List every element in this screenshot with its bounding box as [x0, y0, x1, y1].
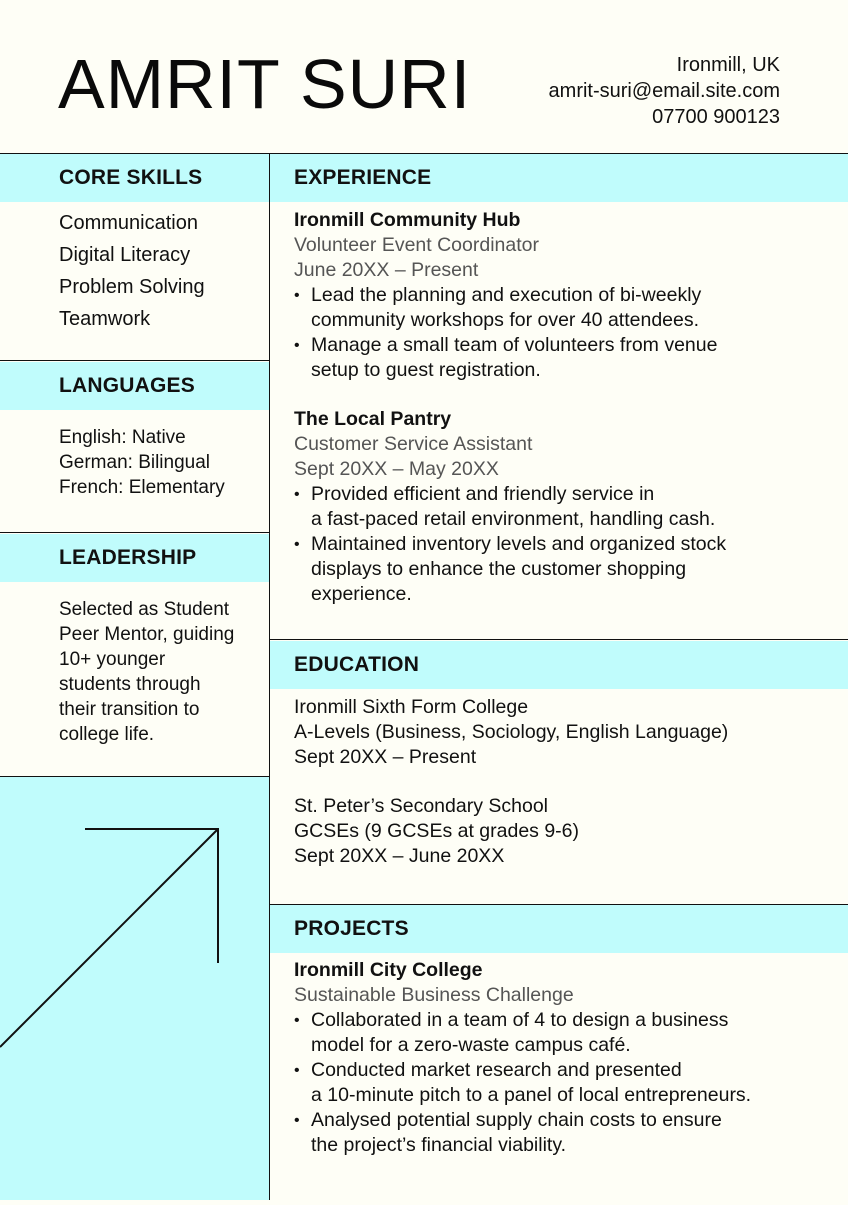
bullet-line: • Conducted market research and presented [311, 1059, 682, 1081]
bullet-item [294, 1108, 814, 1158]
leadership-line: their transition to [59, 699, 200, 720]
job-bullets [294, 482, 814, 607]
bullet-line: displays to enhance the customer shopping [311, 558, 687, 580]
resume-header [0, 0, 848, 154]
languages-heading: LANGUAGES [0, 362, 269, 410]
job-organization: Ironmill Community Hub [294, 209, 521, 231]
bullet-line: • Lead the planning and execution of bi-weekly [311, 284, 702, 306]
projects-heading: PROJECTS [270, 905, 848, 953]
bullet-line: community workshops for over 40 attendees. [311, 309, 700, 331]
education-entry [294, 794, 814, 869]
education-heading: EDUCATION [270, 641, 848, 689]
leadership-line: Selected as Student [59, 599, 230, 620]
skill-item: Problem Solving [59, 276, 205, 298]
languages-divider [0, 532, 269, 533]
experience-divider [269, 639, 848, 640]
bullet-line: setup to guest registration. [311, 359, 541, 381]
bullet-line: model for a zero-waste campus café. [311, 1034, 631, 1056]
leadership-heading: LEADERSHIP [0, 534, 269, 582]
bullet-line: • Analysed potential supply chain costs to ensure [311, 1109, 722, 1131]
education-entry [294, 695, 814, 770]
experience-entry [294, 407, 814, 607]
core-skills-list [59, 207, 205, 335]
school-name: Ironmill Sixth Form College [294, 696, 529, 718]
decorative-panel [0, 777, 269, 1200]
leadership-line: college life. [59, 724, 155, 745]
leadership-line: 10+ younger [59, 649, 166, 670]
languages-list [59, 425, 225, 500]
bullet-line: • Collaborated in a team of 4 to design a business [311, 1009, 729, 1031]
bullet-line: a 10-minute pitch to a panel of local entrepreneurs. [311, 1084, 752, 1106]
school-dates: Sept 20XX – June 20XX [294, 845, 505, 867]
experience-entry [294, 208, 814, 383]
leadership-line: Peer Mentor, guiding [59, 624, 235, 645]
bullet-line: the project’s financial viability. [311, 1134, 567, 1156]
school-detail: A-Levels (Business, Sociology, English Language) [294, 721, 729, 743]
bullet-line: experience. [311, 583, 412, 605]
bullet-item [294, 1058, 814, 1108]
leadership-text [59, 597, 234, 747]
skill-item: Teamwork [59, 308, 151, 330]
bullet-item [294, 283, 814, 333]
core-skills-heading: CORE SKILLS [0, 154, 269, 202]
school-name: St. Peter’s Secondary School [294, 795, 549, 817]
contact-block [549, 52, 780, 130]
candidate-name: AMRIT SURI [58, 45, 472, 123]
bullet-item [294, 1008, 814, 1058]
contact-email[interactable]: amrit-suri@email.site.com [548, 80, 780, 102]
school-dates: Sept 20XX – Present [294, 746, 477, 768]
job-dates: Sept 20XX – May 20XX [294, 458, 499, 480]
school-detail: GCSEs (9 GCSEs at grades 9-6) [294, 820, 580, 842]
bullet-item [294, 333, 814, 383]
job-role: Volunteer Event Coordinator [294, 234, 539, 256]
bullet-line: a fast-paced retail environment, handling cash. [311, 508, 716, 530]
skill-item: Digital Literacy [59, 244, 191, 266]
bullet-item [294, 532, 814, 607]
language-item: German: Bilingual [59, 452, 211, 473]
arrow-up-right-icon [0, 777, 269, 1200]
language-item: English: Native [59, 427, 186, 448]
skills-divider [0, 360, 269, 361]
job-bullets [294, 283, 814, 383]
project-entry [294, 958, 814, 1158]
bullet-line: • Provided efficient and friendly service in [311, 483, 655, 505]
bullet-item [294, 482, 814, 532]
job-dates: June 20XX – Present [294, 259, 479, 281]
experience-heading: EXPERIENCE [270, 154, 848, 202]
project-organization: Ironmill City College [294, 959, 483, 981]
bullet-line: • Manage a small team of volunteers from venue [311, 334, 718, 356]
project-bullets [294, 1008, 814, 1158]
language-item: French: Elementary [59, 477, 225, 498]
leadership-line: students through [59, 674, 201, 695]
project-role: Sustainable Business Challenge [294, 984, 574, 1006]
skill-item: Communication [59, 212, 198, 234]
job-role: Customer Service Assistant [294, 433, 533, 455]
bullet-line: • Maintained inventory levels and organized stock [311, 533, 727, 555]
contact-location: Ironmill, UK [676, 54, 780, 76]
job-organization: The Local Pantry [294, 408, 452, 430]
contact-phone[interactable]: 07700 900123 [652, 106, 780, 128]
